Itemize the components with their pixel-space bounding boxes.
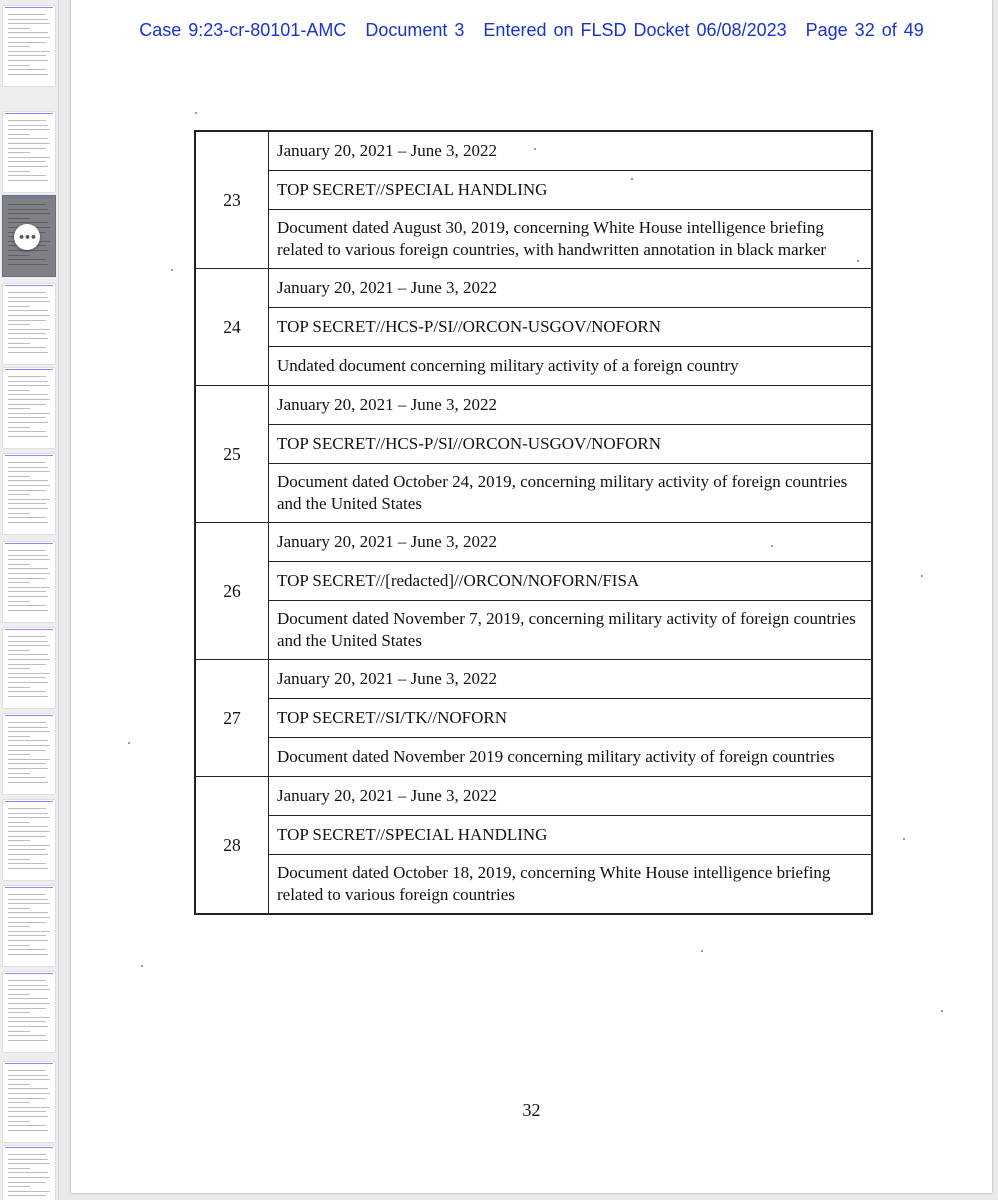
thumbnail-text-line [8,836,46,837]
page-indicator: Page 32 of 49 [805,20,924,40]
thumbnail-text-line [8,926,30,927]
thumbnail-text-line [8,347,46,348]
page-thumbnail[interactable] [3,628,55,708]
thumbnail-text-line [8,60,48,61]
page-thumbnail[interactable] [3,972,55,1052]
table-row [195,425,872,464]
thumbnail-text-line [8,954,48,955]
thumbnail-text-line [8,745,50,746]
thumbnail-text-line [8,763,46,764]
thumbnail-text-line [8,1093,50,1094]
thumbnail-text-line [8,1182,46,1183]
thumbnail-text-line [8,175,46,176]
thumbnail-text-line [8,503,46,504]
thumbnail-text-line [8,125,48,126]
thumbnail-text-line [8,427,30,428]
thumbnail-text-line [8,754,30,755]
row-number: 27 [195,660,269,777]
thumbnail-text-line [8,822,30,823]
thumbnail-text-line [8,1121,30,1122]
page-thumbnail[interactable] [3,1146,55,1200]
table-row [195,855,872,915]
thumbnail-text-line [8,394,48,395]
thumbnail-text-line [8,935,46,936]
thumbnail-text-line [8,1102,30,1103]
thumbnail-text-line [8,37,50,38]
thumbnail-text-line [8,381,48,382]
date-range: January 20, 2021 – June 3, 2022 [269,386,873,425]
thumbnail-text-line [8,399,50,400]
thumbnail-header-line [5,197,53,198]
thumbnail-text-line [8,14,46,15]
document-description: Document dated October 18, 2019, concerning White House intelligence briefing related to various foreign countries [269,855,873,915]
thumbnail-text-line [8,28,30,29]
thumbnail-text-line [8,945,30,946]
thumbnail-text-line [8,1021,46,1022]
thumbnail-text-line [8,166,48,167]
thumbnail-text-line [8,1125,46,1126]
thumbnail-text-line [8,51,50,52]
thumbnail-text-line [8,582,30,583]
scan-speck [195,112,197,114]
table-row [195,464,872,523]
thumbnail-text-line [8,564,30,565]
thumbnail-text-line [8,555,48,556]
thumbnail-text-line [8,1003,50,1004]
thumbnail-text-line [8,161,46,162]
thumbnail-text-line [8,1111,46,1112]
page-number: 32 [522,1100,541,1120]
thumbnail-text-line [8,682,48,683]
row-number: 28 [195,777,269,915]
document-description: Document dated October 24, 2019, concerning military activity of foreign countries and the United States [269,464,873,523]
thumbnail-text-line [8,940,48,941]
row-number: 23 [195,131,269,269]
table-row [195,347,872,386]
table-row [195,131,872,171]
document-description: Document dated August 30, 2019, concerning White House intelligence briefing related to various foreign countries, with handwritten annotation in black marker [269,210,873,269]
thumbnail-text-line [8,899,48,900]
thumbnail-header-line [5,543,53,544]
thumbnail-text-line [8,587,50,588]
thumbnail-text-line [8,782,48,783]
thumbnail-text-line [8,845,50,846]
thumbnail-text-line [8,385,50,386]
thumbnail-text-line [8,494,30,495]
document-number: Document 3 [365,20,465,40]
thumbnail-text-line [8,390,30,391]
thumbnail-text-line [8,376,46,377]
date-range: January 20, 2021 – June 3, 2022 [269,269,873,308]
page-thumbnail[interactable] [3,714,55,794]
thumbnail-text-line [8,673,50,674]
thumbnail-text-line [8,310,48,311]
table-row [195,777,872,816]
date-range: January 20, 2021 – June 3, 2022 [269,660,873,699]
thumbnail-text-line [8,1130,48,1131]
classification-marking: TOP SECRET//HCS-P/SI//ORCON-USGOV/NOFORN [269,308,873,347]
thumbnail-text-line [8,740,48,741]
thumbnail-text-line [8,1107,50,1108]
thumbnail-text-line [8,508,48,509]
date-range: January 20, 2021 – June 3, 2022 [269,523,873,562]
classification-marking: TOP SECRET//HCS-P/SI//ORCON-USGOV/NOFORN [269,425,873,464]
thumbnail-text-line [8,568,48,569]
thumbnail-text-line [8,1088,48,1089]
table-row [195,308,872,347]
thumbnail-text-line [8,654,48,655]
thumbnail-text-line [8,255,30,256]
row-number: 26 [195,523,269,660]
thumbnail-text-line [8,1040,48,1041]
thumbnail-text-line [8,1191,50,1192]
thumbnail-text-line [8,329,50,330]
thumbnail-text-line [8,138,48,139]
thumbnail-text-line [8,1177,50,1178]
thumbnail-text-line [8,1070,46,1071]
page-thumbnail[interactable] [3,886,55,966]
thumbnail-text-line [8,499,50,500]
thumbnail-text-line [8,513,30,514]
thumbnail-text-line [8,23,50,24]
thumbnail-text-line [8,462,46,463]
thumbnail-text-line [8,903,50,904]
thumbnail-text-line [8,817,50,818]
thumbnail-text-line [8,813,48,814]
thumbnail-text-line [8,209,48,210]
thumbnail-text-line [8,931,50,932]
thumbnail-text-line [8,1035,46,1036]
page-thumbnail[interactable] [3,542,55,622]
thumbnail-text-line [8,204,46,205]
thumbnail-text-line [8,338,48,339]
thumbnail-text-line [8,989,50,990]
thumbnail-text-line [8,485,50,486]
thumbnail-text-line [8,1098,46,1099]
table-row [195,523,872,562]
thumbnail-text-line [8,759,50,760]
thumbnail-text-line [8,1084,30,1085]
document-description: Document dated November 7, 2019, concerning military activity of foreign countries and the United States [269,601,873,660]
thumbnail-text-line [8,1079,50,1080]
table-row [195,660,872,699]
thumbnail-header-line [5,7,53,8]
thumbnail-text-line [8,1168,30,1169]
thumbnail-text-line [8,578,46,579]
thumbnail-text-line [8,65,30,66]
thumbnail-text-line [8,413,50,414]
scan-speck [701,950,703,952]
thumbnail-text-line [8,422,48,423]
thumbnail-text-line [8,922,46,923]
table-row [195,738,872,777]
thumbnail-text-line [8,297,48,298]
thumbnail-text-line [8,1154,46,1155]
thumbnail-text-line [8,143,50,144]
thumbnail-text-line [8,831,50,832]
thumbnail-text-line [8,1159,48,1160]
thumbnail-text-line [8,1017,50,1018]
thumbnail-text-line [8,687,30,688]
thumbnail-text-line [8,668,30,669]
thumbnail-text-line [8,404,46,405]
thumbnail-text-line [8,1186,30,1187]
entered-date: Entered on FLSD Docket 06/08/2023 [483,20,787,40]
page-thumbnail[interactable] [3,1062,55,1142]
page-thumbnail[interactable] [3,284,55,364]
thumbnail-text-line [8,148,46,149]
thumbnail-text-line [8,641,48,642]
table-row [195,562,872,601]
thumbnail-text-line [8,826,48,827]
scan-speck [921,575,923,577]
thumbnail-text-line [8,908,30,909]
thumbnail-text-line [8,1172,48,1173]
thumbnail-text-line [8,636,46,637]
thumbnail-header-line [5,285,53,286]
thumbnail-text-line [8,849,46,850]
page-thumbnail[interactable] [3,112,55,192]
thumbnail-text-line [8,180,48,181]
thumbnail-text-line [8,736,30,737]
thumbnail-text-line [8,722,46,723]
thumbnail-text-line [8,171,30,172]
table-row [195,816,872,855]
thumbnail-text-line [8,152,30,153]
classification-marking: TOP SECRET//SPECIAL HANDLING [269,816,873,855]
thumbnail-text-line [8,777,46,778]
thumbnail-text-line [8,436,48,437]
thumbnail-text-line [8,218,30,219]
scan-speck [903,838,905,840]
thumbnail-text-line [8,1116,48,1117]
page-thumbnail[interactable] [3,368,55,448]
scan-speck [857,260,859,262]
scan-speck [141,965,143,967]
thumbnail-text-line [8,1026,48,1027]
thumbnail-text-line [8,490,46,491]
thumbnail-text-line [8,157,50,158]
thumbnail-text-line [8,573,50,574]
thumbnail-text-line [8,522,48,523]
document-description: Document dated November 2019 concerning military activity of foreign countries [269,738,873,777]
thumbnail-text-line [8,1031,30,1032]
date-range: January 20, 2021 – June 3, 2022 [269,131,873,171]
thumbnail-header-line [5,455,53,456]
case-number: Case 9:23-cr-80101-AMC [139,20,347,40]
thumbnail-text-line [8,677,46,678]
thumbnail-text-line [8,408,30,409]
scan-speck [534,148,536,150]
thumbnail-text-line [8,691,46,692]
thumbnail-text-line [8,480,48,481]
thumbnail-text-line [8,1195,46,1196]
table-row [195,601,872,660]
thumbnail-text-line [8,1075,48,1076]
scan-speck [771,545,773,547]
thumbnail-text-line [8,894,46,895]
thumbnail-text-line [8,559,50,560]
thumbnail-text-line [8,259,46,260]
thumbnail-text-line [8,917,50,918]
thumbnail-sidebar[interactable] [0,0,59,1200]
classification-marking: TOP SECRET//[redacted]//ORCON/NOFORN/FISA [269,562,873,601]
thumbnail-text-line [8,750,46,751]
thumbnail-text-line [8,32,48,33]
scan-speck [941,1010,943,1012]
thumbnail-text-line [8,471,50,472]
thumbnail-text-line [8,431,46,432]
thumbnail-text-line [8,605,46,606]
thumbnail-text-line [8,808,46,809]
table-row [195,210,872,269]
thumbnail-text-line [8,591,46,592]
thumbnail-text-line [8,840,30,841]
thumbnail-header-line [5,1147,53,1148]
classification-marking: TOP SECRET//SPECIAL HANDLING [269,171,873,210]
thumbnail-text-line [8,306,30,307]
table-row [195,386,872,425]
thumbnail-header-line [5,629,53,630]
thumbnail-text-line [8,550,46,551]
page-thumbnail[interactable] [3,6,55,86]
date-range: January 20, 2021 – June 3, 2022 [269,777,873,816]
thumbnail-header-line [5,369,53,370]
thumbnail-text-line [8,980,46,981]
thumbnail-text-line [8,868,48,869]
thumbnail-text-line [8,517,46,518]
thumbnail-text-line [8,696,48,697]
thumbnail-text-line [8,213,50,214]
thumbnail-text-line [8,659,50,660]
thumbnail-text-line [8,985,48,986]
table-row [195,269,872,308]
table-row [195,699,872,738]
row-number: 24 [195,269,269,386]
thumbnail-text-line [8,650,30,651]
thumbnail-text-line [8,42,46,43]
row-number: 25 [195,386,269,523]
ellipsis-icon[interactable]: ••• [14,224,40,250]
thumbnail-header-line [5,887,53,888]
thumbnail-text-line [8,292,46,293]
thumbnail-text-line [8,998,48,999]
thumbnail-text-line [8,129,50,130]
thumbnail-text-line [8,250,48,251]
thumbnail-text-line [8,912,48,913]
thumbnail-text-line [8,320,46,321]
thumbnail-text-line [8,55,46,56]
thumbnail-text-line [8,74,48,75]
thumbnail-text-line [8,1008,46,1009]
scan-speck [631,178,633,180]
thumbnail-text-line [8,773,30,774]
thumbnail-text-line [8,601,30,602]
thumbnail-text-line [8,1163,50,1164]
thumbnail-header-line [5,113,53,114]
thumbnail-text-line [8,19,48,20]
thumbnail-text-line [8,854,48,855]
thumbnail-text-line [8,417,46,418]
page-thumbnail[interactable] [3,800,55,880]
thumbnail-text-line [8,120,46,121]
thumbnail-text-line [8,352,48,353]
thumbnail-header-line [5,801,53,802]
thumbnail-text-line [8,994,30,995]
document-description: Undated document concerning military activity of a foreign country [269,347,873,386]
thumbnail-header-line [5,715,53,716]
document-page [71,0,992,1193]
thumbnail-text-line [8,768,48,769]
thumbnail-text-line [8,645,50,646]
docket-header [71,20,992,41]
thumbnail-header-line [5,973,53,974]
thumbnail-text-line [8,134,30,135]
thumbnail-text-line [8,610,48,611]
classification-marking: TOP SECRET//SI/TK//NOFORN [269,699,873,738]
scan-speck [171,269,173,271]
thumbnail-text-line [8,315,50,316]
thumbnail-text-line [8,301,50,302]
thumbnail-text-line [8,264,48,265]
thumbnail-text-line [8,324,30,325]
document-table [194,130,873,915]
thumbnail-text-line [8,859,30,860]
thumbnail-text-line [8,46,30,47]
thumbnail-text-line [8,333,46,334]
thumbnail-text-line [8,69,46,70]
thumbnail-text-line [8,664,46,665]
thumbnail-text-line [8,731,50,732]
thumbnail-header-line [5,1063,53,1064]
thumbnail-text-line [8,467,48,468]
thumbnail-text-line [8,1012,30,1013]
thumbnail-text-line [8,727,48,728]
thumbnail-text-line [8,863,46,864]
thumbnail-text-line [8,596,48,597]
thumbnail-text-line [8,476,30,477]
page-thumbnail[interactable] [3,454,55,534]
scan-speck [128,742,130,744]
table-row [195,171,872,210]
thumbnail-text-line [8,949,46,950]
thumbnail-text-line [8,343,30,344]
